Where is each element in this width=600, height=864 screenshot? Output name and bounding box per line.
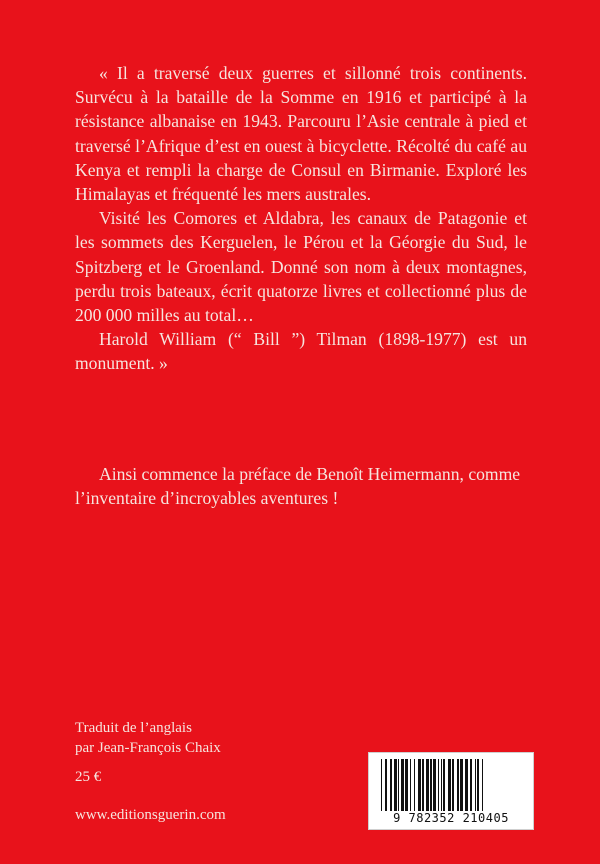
barcode-bar (381, 759, 382, 811)
barcode-bar (398, 759, 399, 811)
barcode-bar (452, 759, 454, 811)
barcode-bar (441, 759, 442, 811)
barcode-bar (470, 759, 472, 811)
credits (75, 719, 221, 788)
barcode (368, 752, 534, 830)
barcode-bar (448, 759, 451, 811)
quote-paragraph-2: Visité les Comores et Aldabra, les canaux de Patagonie et les sommets des Kerguelen, le Pérou et la Géorgie du Sud, le Spitzberg et le Groenland. Donné son nom à deux montagnes, perdu trois bateaux, écrit quatorze livres et collectionné plus de 200 000 milles au total… (75, 208, 527, 326)
barcode-bar (430, 759, 432, 811)
translator-name: par Jean-François Chaix (75, 739, 221, 756)
barcode-bar (422, 759, 424, 811)
preface-text: Ainsi commence la préface de Benoît Heimermann, comme l’inventaire d’incroyables aventures ! (75, 464, 521, 509)
barcode-bar (405, 759, 408, 811)
barcode-bar (390, 759, 392, 811)
barcode-bars (379, 759, 523, 811)
quote-paragraph-1: « Il a traversé deux guerres et sillonné trois continents. Survécu à la bataille de la Somme en 1916 et participé à la résistance albanaise en 1943. Parcouru l’Asie centrale à pied et traversé l’Afrique d’est en ouest à bicyclette. Récolté du café au Kenya et rempli la charge de Consul en Birmanie. Exploré les Himalayas et fréquenté les mers australes. (75, 63, 527, 205)
barcode-bar (465, 759, 468, 811)
barcode-bar (426, 759, 429, 811)
barcode-bar (410, 759, 411, 811)
barcode-bar (414, 759, 415, 811)
barcode-bar (401, 759, 404, 811)
preface-block (75, 462, 535, 511)
barcode-bar (457, 759, 459, 811)
quote-block (75, 61, 527, 376)
publisher-website: www.editionsguerin.com (75, 807, 226, 823)
quote-paragraph-3: Harold William (“ Bill ”) Tilman (1898-1977) est un monument. » (75, 329, 527, 374)
barcode-bar (433, 759, 436, 811)
barcode-bar (394, 759, 397, 811)
barcode-bar (482, 759, 483, 811)
barcode-bar (438, 759, 439, 811)
barcode-bar (418, 759, 421, 811)
translation-credit: Traduit de l’anglais (75, 720, 192, 736)
barcode-digits: 9 782352 210405 (393, 811, 509, 825)
barcode-bar (443, 759, 445, 811)
barcode-bar (460, 759, 463, 811)
barcode-bar (385, 759, 387, 811)
price: 25 € (75, 769, 102, 785)
barcode-bar (477, 759, 479, 811)
barcode-bar (475, 759, 476, 811)
